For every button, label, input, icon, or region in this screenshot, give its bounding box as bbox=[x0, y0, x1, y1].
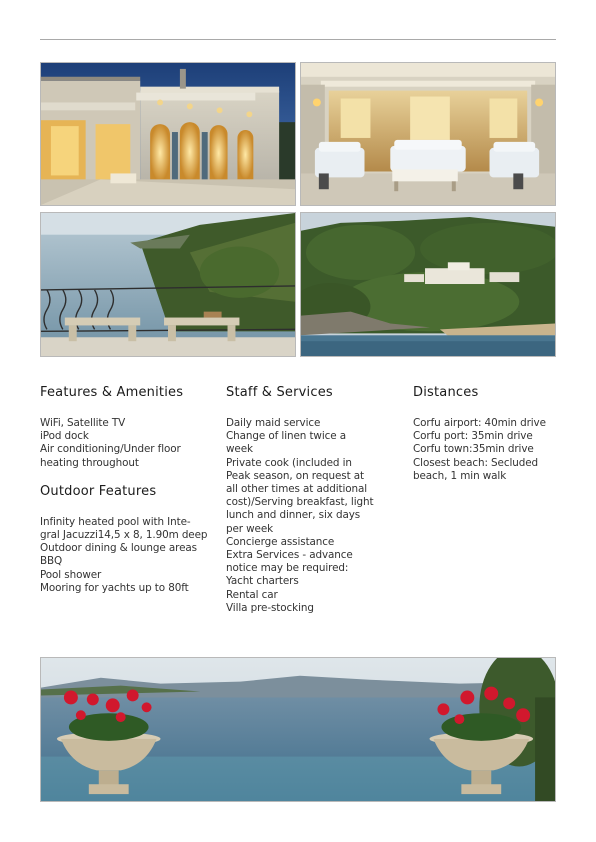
staff-heading: Staff & Services bbox=[226, 385, 333, 400]
lounge-interior-photo bbox=[300, 62, 556, 206]
list-item: Private cook (included in Peak season, on request at all other times at additional cost)/Serving breakfast, light lunch and dinner, six days per week bbox=[226, 456, 374, 535]
sea-view-flower-urns-photo bbox=[40, 657, 556, 802]
list-item: Outdoor dining & lounge areas bbox=[40, 542, 197, 555]
list-item: Infinity heated pool with Inte-gral Jacuzzi14,5 x 8, 1.90m deep bbox=[40, 515, 208, 542]
distances-list bbox=[413, 417, 563, 483]
villa-exterior-dusk-photo bbox=[40, 62, 296, 206]
staff-list bbox=[226, 417, 376, 615]
list-item: WiFi, Satellite TV bbox=[40, 417, 126, 429]
list-item: Corfu town:35min drive bbox=[413, 443, 534, 456]
list-item: Corfu port: 35min drive bbox=[413, 430, 533, 443]
list-item: Daily maid service bbox=[226, 417, 321, 429]
list-item: Extra Services - advance notice may be required: bbox=[226, 549, 353, 575]
list-item: Villa pre-stocking bbox=[226, 601, 314, 614]
features-column bbox=[40, 384, 210, 595]
top-divider bbox=[40, 39, 556, 40]
list-item: Mooring for yachts up to 80ft bbox=[40, 581, 189, 594]
distances-column bbox=[413, 384, 563, 483]
list-item: Change of linen twice a week bbox=[226, 430, 346, 456]
distances-heading: Distances bbox=[413, 385, 479, 400]
outdoor-heading: Outdoor Features bbox=[40, 483, 157, 499]
list-item: Rental car bbox=[226, 588, 278, 601]
staff-column bbox=[226, 384, 376, 615]
list-item: Concierge assistance bbox=[226, 535, 335, 548]
list-item: Closest beach: Secluded beach, 1 min walk bbox=[413, 456, 539, 482]
villa-hillside-photo bbox=[300, 212, 556, 357]
list-item: Air conditioning/Under floor heating throughout bbox=[40, 443, 181, 469]
list-item: Pool shower bbox=[40, 568, 102, 581]
features-list bbox=[40, 417, 210, 470]
list-item: iPod dock bbox=[40, 430, 89, 443]
list-item: BBQ bbox=[40, 555, 63, 568]
list-item: Corfu airport: 40min drive bbox=[413, 417, 546, 429]
features-heading: Features & Amenities bbox=[40, 385, 184, 400]
outdoor-list bbox=[40, 516, 210, 595]
terrace-sea-view-photo bbox=[40, 212, 296, 357]
list-item: Yacht charters bbox=[226, 575, 299, 588]
